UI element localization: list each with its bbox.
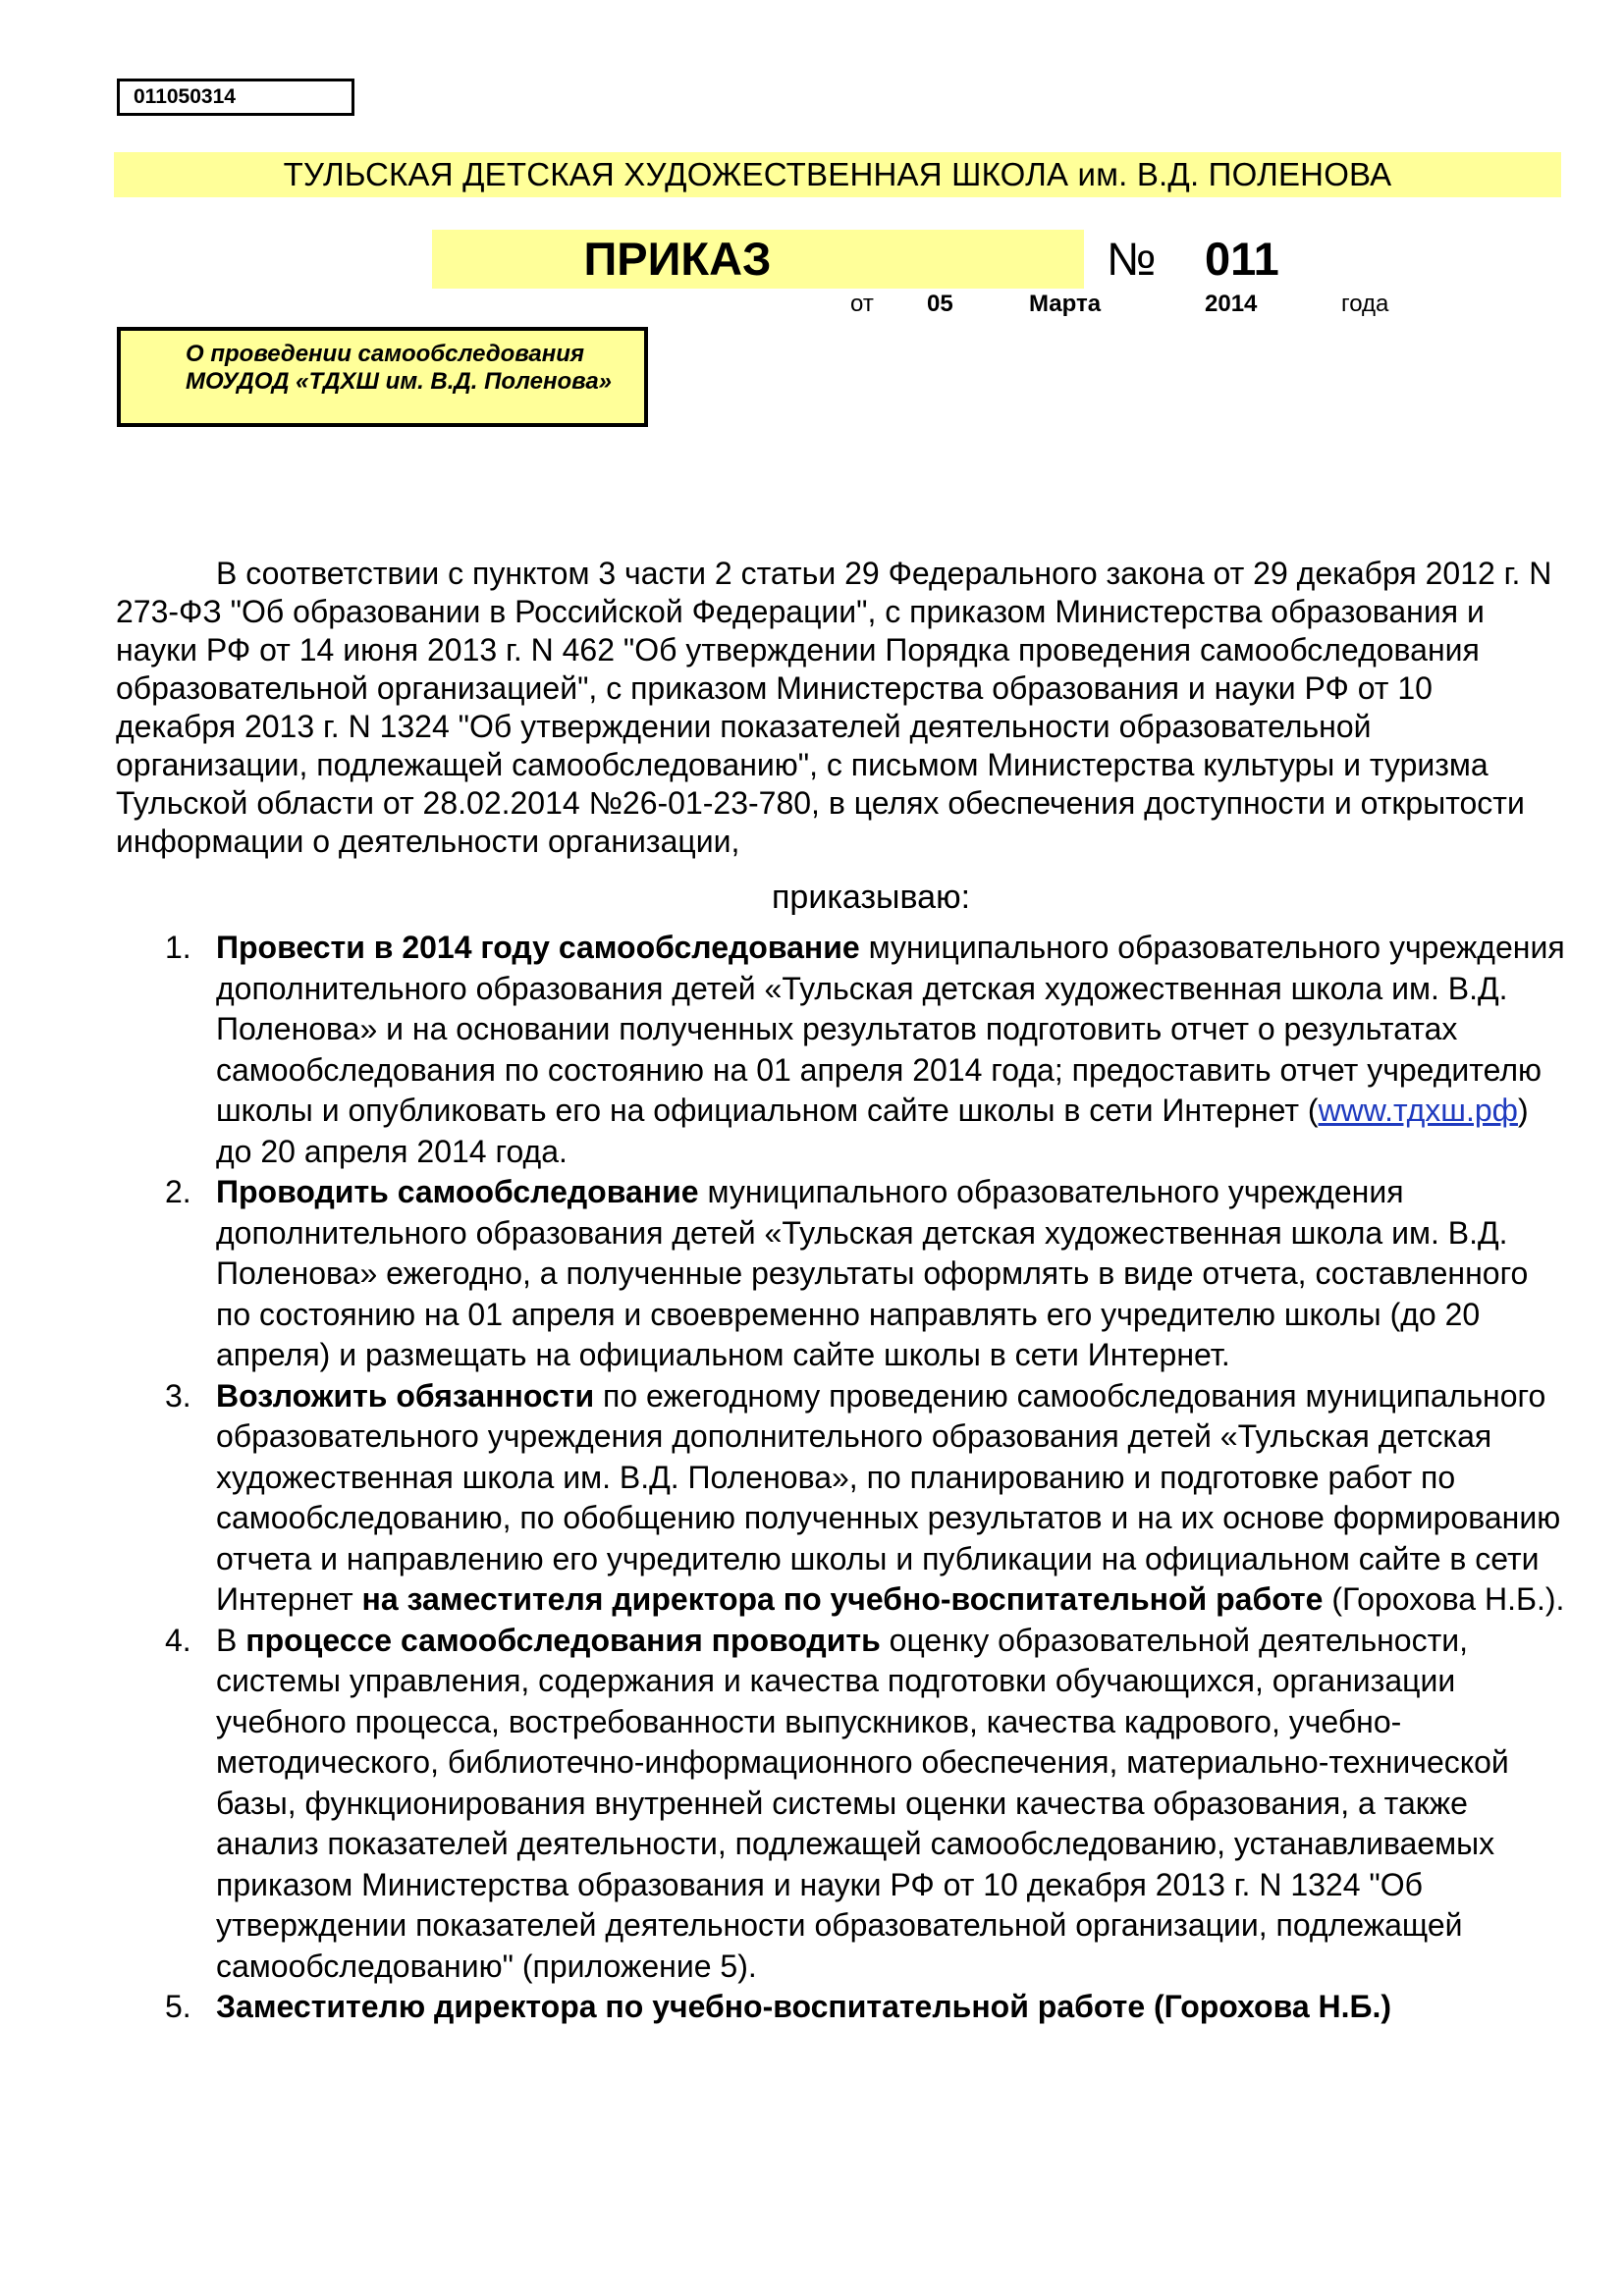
subject-box — [117, 327, 648, 427]
order-number: 011 — [1205, 233, 1279, 285]
item-text: муниципального образовательного учреждения дополнительного образования детей «Тульская детская художественная школа им. В.Д. Поленова» и на основании полученных результатов подготовить отчет о результатах самообследования по состоянию на 01 апреля 2014 года; предоставить отчет учредителю школы и опубликовать его на официальном сайте школы в сети Интернет ( — [216, 930, 1565, 1128]
item-bold-assignee: на заместителя директора по учебно-воспитательной работе — [361, 1581, 1324, 1617]
number-sign: № — [1107, 233, 1157, 285]
order-subject: О проведении самообследования МОУДОД «ТДХШ им. В.Д. Поленова» — [186, 341, 613, 395]
date-prefix: от — [850, 291, 874, 317]
order-items-list — [157, 928, 1571, 2028]
date-day: 05 — [927, 291, 953, 317]
order-item — [157, 1172, 1571, 1376]
item-number: 4. — [165, 1622, 191, 1658]
decree-word: приказываю: — [772, 879, 971, 916]
item-text: по ежегодному проведению самообследования муниципального образовательного учреждения дополнительного образования детей «Тульская детская художественная школа им. В.Д. Поленова», по планированию и подготовке работ по самообследованию, по обобщению полученных результатов и на их основе формированию отчета и направлению его учредителю школы и публикации на официальном сайте в сети Интернет — [216, 1377, 1561, 1617]
item-text: муниципального образовательного учреждения дополнительного образования детей «Тульская детская художественная школа им. В.Д. Поленова» ежегодно, а полученные результаты оформлять в виде отчета, составленного по состоянию на 01 апреля и своевременно направлять его учредителю школы (до 20 апреля) и размещать на официальном сайте школы в сети Интернет. — [216, 1174, 1529, 1372]
item-tail: (Горохова Н.Б.). — [1323, 1581, 1565, 1617]
item-tail: ) до 20 апреля 2014 года. — [216, 1093, 1529, 1169]
item-bold-lead: Заместителю директора по учебно-воспитательной работе (Горохова Н.Б.) — [216, 1989, 1392, 2024]
item-bold-lead: Провести в 2014 году самообследование — [216, 930, 860, 965]
order-title: ПРИКАЗ — [583, 233, 772, 285]
document-code-box — [117, 79, 354, 116]
document-code: 011050314 — [134, 85, 236, 108]
item-number: 2. — [165, 1174, 191, 1209]
preamble-paragraph: В соответствии с пунктом 3 части 2 статьи 29 Федерального закона от 29 декабря 2012 г. N 273-ФЗ "Об образовании в Российской Федерации", с приказом Министерства образования и науки РФ от 14 июня 2013 г. N 462 "Об утверждении Порядка проведения самообследования образовательной организацией", с приказом Министерства образования и науки РФ от 10 декабря 2013 г. N 1324 "Об утверждении показателей деятельности образовательной организации, подлежащей самообследованию", с письмом Министерства культуры и туризма Тульской области от 28.02.2014 №26-01-23-780, в целях обеспечения доступности и открытости информации о деятельности организации, — [116, 556, 1552, 859]
order-item — [157, 1987, 1571, 2028]
school-site-link[interactable]: www.тдхш.рф — [1318, 1093, 1518, 1128]
item-bold-lead: Возложить обязанности — [216, 1377, 595, 1414]
order-item — [157, 928, 1571, 1172]
item-number: 3. — [165, 1377, 191, 1414]
school-name: ТУЛЬСКАЯ ДЕТСКАЯ ХУДОЖЕСТВЕННАЯ ШКОЛА им. В.Д. ПОЛЕНОВА — [283, 156, 1392, 192]
date-suffix: года — [1341, 291, 1389, 317]
item-lead: В — [216, 1622, 246, 1658]
date-year: 2014 — [1205, 291, 1258, 317]
item-text: оценку образовательной деятельности, системы управления, содержания и качества подготовки обучающихся, организации учебного процесса, востребованности выпускников, качества кадрового, учебно-методического, библиотечно-информационного обеспечения, материально-технической базы, функционирования внутренней системы оценки качества образования, а также анализ показателей деятельности, подлежащей самообследованию, устанавливаемых приказом Министерства образования и науки РФ от 10 декабря 2013 г. N 1324 "Об утверждении показателей деятельности образовательной организации, подлежащей самообследованию" (приложение 5). — [216, 1622, 1509, 1984]
item-number: 1. — [165, 930, 191, 965]
item-bold-lead: процессе самообследования проводить — [245, 1622, 881, 1658]
order-item — [157, 1376, 1571, 1621]
order-item — [157, 1621, 1571, 1988]
item-number: 5. — [165, 1989, 191, 2024]
item-bold-lead: Проводить самообследование — [216, 1174, 699, 1209]
date-month: Марта — [1029, 291, 1102, 317]
